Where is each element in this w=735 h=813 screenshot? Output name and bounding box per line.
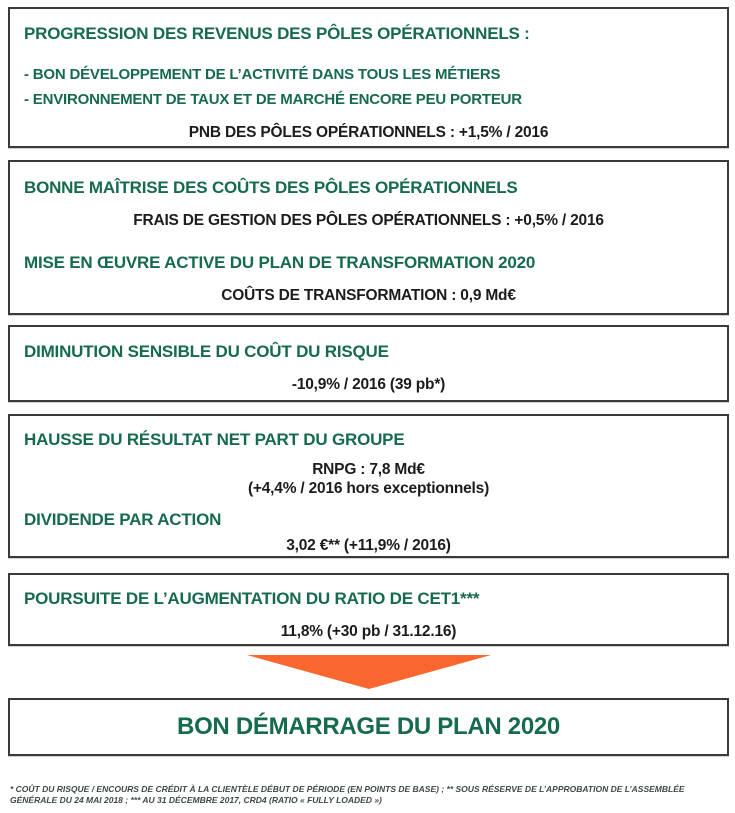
section-revenues — [8, 7, 729, 148]
risk-title: DIMINUTION SENSIBLE DU COÛT DU RISQUE — [24, 342, 389, 361]
transformation-title: MISE EN ŒUVRE ACTIVE DU PLAN DE TRANSFORMATION 2020 — [24, 253, 536, 272]
net-income-metric-sub: (+4,4% / 2016 hors exceptionnels) — [247, 480, 490, 497]
footnote-line-2: GÉNÉRALE DU 24 MAI 2018 ; *** AU 31 DÉCEMBRE 2017, CRD4 (RATIO « FULLY LOADED ») — [10, 795, 382, 805]
dividend-metric: 3,02 €** (+11,9% / 2016) — [286, 537, 451, 554]
costs-title: BONNE MAÎTRISE DES COÛTS DES PÔLES OPÉRATIONNELS — [24, 178, 518, 197]
conclusion-title: BON DÉMARRAGE DU PLAN 2020 — [177, 713, 560, 740]
section-costs — [8, 160, 729, 315]
section-conclusion — [8, 698, 729, 756]
revenues-bullet-1: - BON DÉVELOPPEMENT DE L’ACTIVITÉ DANS TOUS LES MÉTIERS — [24, 66, 501, 83]
transformation-metric: COÛTS DE TRANSFORMATION : 0,9 Md€ — [221, 287, 516, 304]
footnote — [10, 784, 727, 806]
section-risk — [8, 325, 729, 402]
section-net-income — [8, 414, 729, 558]
down-arrow-icon — [247, 655, 491, 689]
risk-metric: -10,9% / 2016 (39 pb*) — [291, 376, 446, 393]
cet1-title: POURSUITE DE L’AUGMENTATION DU RATIO DE CET1*** — [24, 589, 480, 608]
cet1-metric: 11,8% (+30 pb / 31.12.16) — [280, 623, 457, 640]
revenues-metric: PNB DES PÔLES OPÉRATIONNELS : +1,5% / 2016 — [188, 124, 549, 141]
net-income-title: HAUSSE DU RÉSULTAT NET PART DU GROUPE — [24, 430, 405, 449]
revenues-bullet-2: - ENVIRONNEMENT DE TAUX ET DE MARCHÉ ENCORE PEU PORTEUR — [24, 91, 522, 108]
net-income-metric: RNPG : 7,8 Md€ — [312, 461, 425, 478]
dividend-title: DIVIDENDE PAR ACTION — [24, 510, 222, 529]
costs-metric: FRAIS DE GESTION DES PÔLES OPÉRATIONNELS : +0,5% / 2016 — [133, 212, 604, 229]
section-cet1 — [8, 573, 729, 646]
revenues-title: PROGRESSION DES REVENUS DES PÔLES OPÉRATIONNELS : — [24, 24, 530, 43]
footnote-line-1: * COÛT DU RISQUE / ENCOURS DE CRÉDIT À LA CLIENTÈLE DÉBUT DE PÉRIODE (EN POINTS DE BASE) ; ** SOUS RÉSERVE DE L’APPROBATION DE L’ASSEMBLÉE — [10, 784, 685, 794]
